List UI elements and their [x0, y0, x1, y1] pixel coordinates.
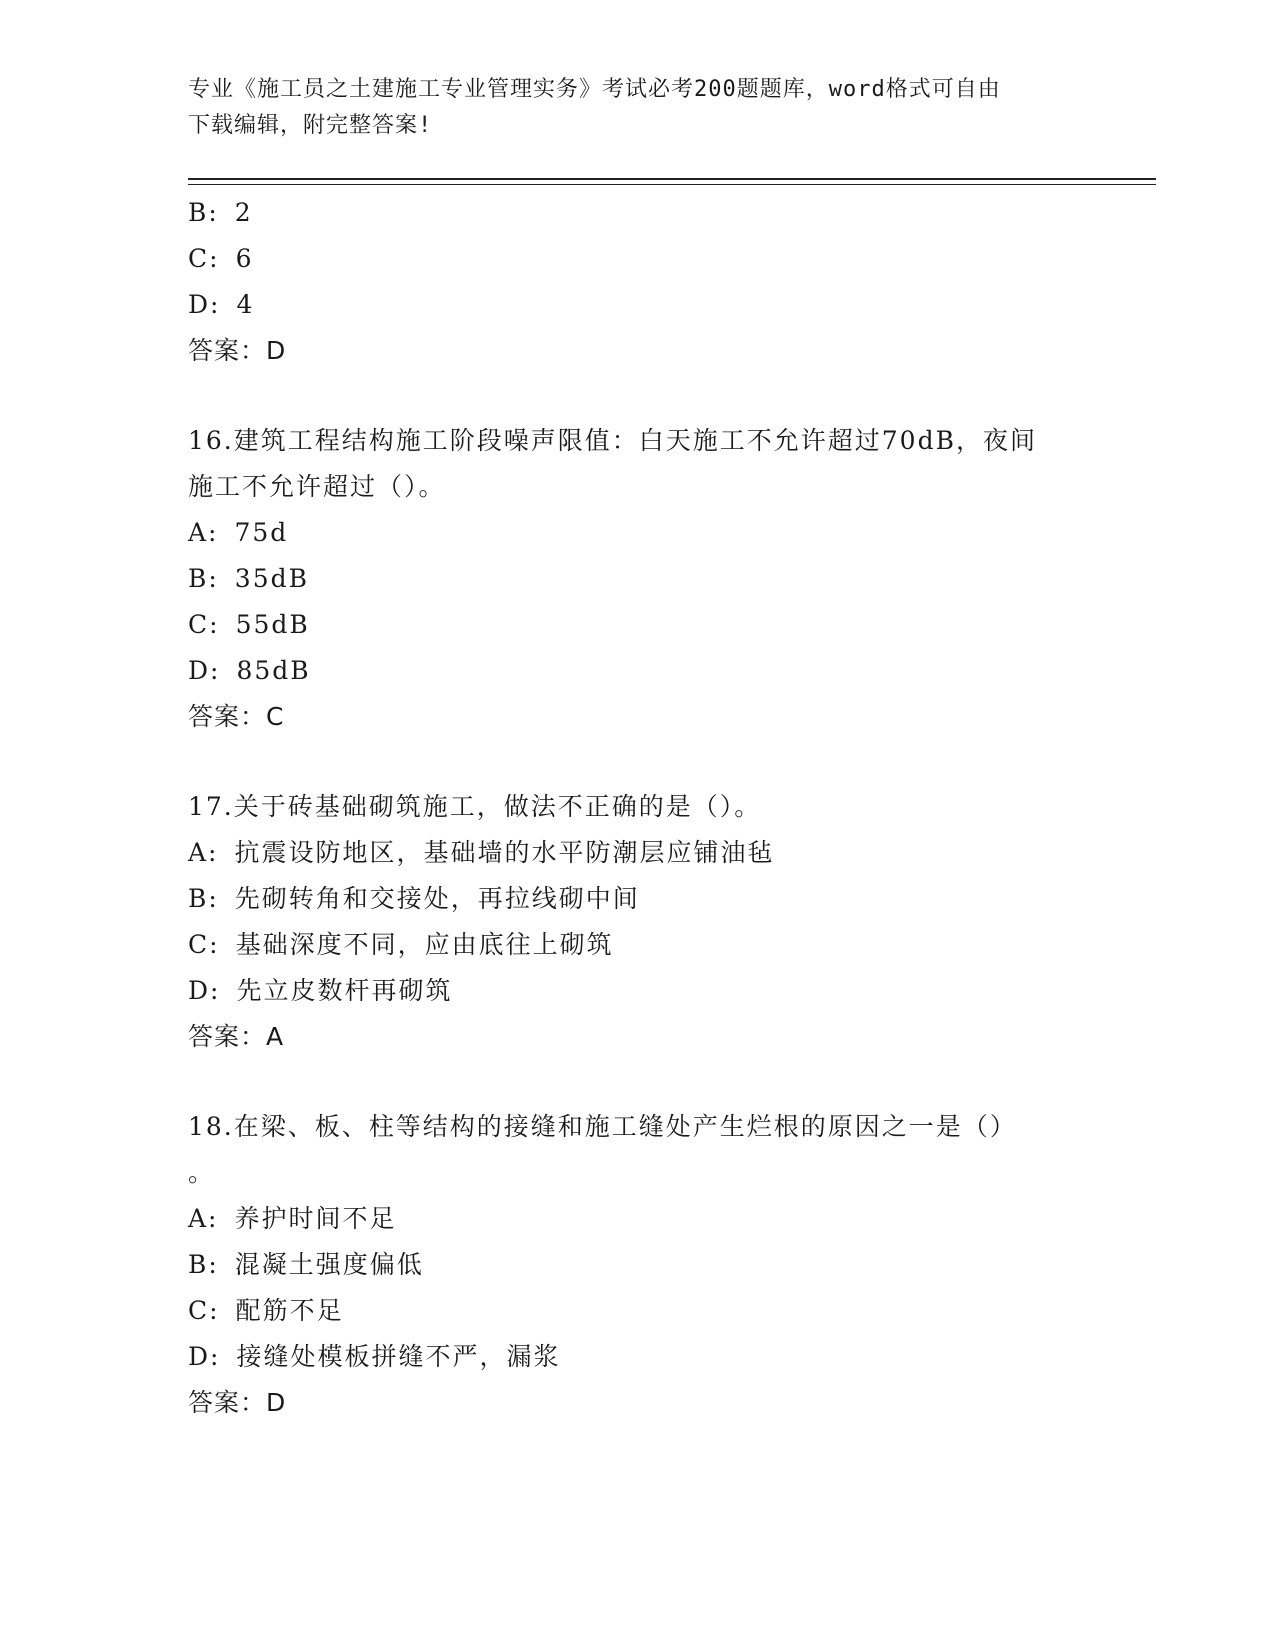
question-18	[188, 1104, 1088, 1426]
question-17	[188, 784, 1088, 1060]
question-16	[188, 418, 1088, 740]
option-key: D:	[188, 976, 221, 1005]
option-b	[188, 556, 1088, 602]
option-value: 先砌转角和交接处，再拉线砌中间	[234, 884, 640, 913]
option-b	[188, 876, 1088, 922]
option-d	[188, 648, 1088, 694]
header-divider-thin	[188, 184, 1156, 185]
question-text-line-2: 。	[188, 1158, 216, 1187]
option-a	[188, 830, 1088, 876]
header-line-2: 下载编辑，附完整答案!	[188, 113, 433, 138]
question-text-line-2: 施工不允许超过（）。	[188, 472, 446, 501]
option-value: 先立皮数杆再砌筑	[236, 976, 453, 1005]
answer-line: 答案：D	[188, 1388, 287, 1417]
answer-line: 答案：C	[188, 702, 285, 731]
option-b	[188, 190, 1088, 236]
option-d	[188, 282, 1088, 328]
option-value: 混凝土强度偏低	[234, 1250, 424, 1279]
header-line-1: 专业《施工员之土建施工专业管理实务》考试必考200题题库，word格式可自由	[188, 77, 1001, 102]
option-a	[188, 1196, 1088, 1242]
option-key: D:	[188, 1342, 221, 1371]
option-c	[188, 602, 1088, 648]
option-value: 85dB	[236, 656, 311, 685]
option-key: D:	[188, 656, 221, 685]
option-value: 2	[234, 198, 253, 227]
option-value: 4	[236, 290, 255, 319]
option-key: C:	[188, 1296, 220, 1325]
document-header	[188, 72, 1068, 144]
option-key: B:	[188, 198, 219, 227]
option-value: 配筋不足	[235, 1296, 344, 1325]
option-a	[188, 510, 1088, 556]
answer-line: 答案：A	[188, 1022, 285, 1051]
question-text-line-1: 17.关于砖基础砌筑施工，做法不正确的是（）。	[188, 792, 762, 821]
answer-line: 答案：D	[188, 336, 287, 365]
option-key: B:	[188, 564, 219, 593]
question-text-line-1: 16.建筑工程结构施工阶段噪声限值：白天施工不允许超过70dB，夜间	[188, 426, 1037, 455]
option-d	[188, 1334, 1088, 1380]
question-text-line-1: 18.在梁、板、柱等结构的接缝和施工缝处产生烂根的原因之一是（）	[188, 1112, 1017, 1141]
option-c	[188, 922, 1088, 968]
option-value: 55dB	[235, 610, 310, 639]
option-key: D:	[188, 290, 221, 319]
option-key: B:	[188, 884, 219, 913]
option-value: 基础深度不同，应由底往上砌筑	[235, 930, 614, 959]
option-d	[188, 968, 1088, 1014]
option-value: 抗震设防地区，基础墙的水平防潮层应铺油毡	[234, 838, 775, 867]
header-divider-thick	[188, 178, 1156, 180]
option-key: B:	[188, 1250, 219, 1279]
option-value: 35dB	[234, 564, 309, 593]
option-value: 6	[235, 244, 254, 273]
option-value: 接缝处模板拼缝不严，漏浆	[236, 1342, 561, 1371]
option-value: 75d	[234, 518, 289, 547]
question-list	[188, 190, 1088, 1426]
option-c	[188, 1288, 1088, 1334]
option-key: C:	[188, 244, 220, 273]
option-value: 养护时间不足	[234, 1204, 397, 1233]
option-key: C:	[188, 930, 220, 959]
option-c	[188, 236, 1088, 282]
option-b	[188, 1242, 1088, 1288]
option-key: A:	[188, 1204, 219, 1233]
option-key: A:	[188, 838, 219, 867]
option-key: C:	[188, 610, 220, 639]
option-key: A:	[188, 518, 219, 547]
question-15-tail	[188, 190, 1088, 374]
